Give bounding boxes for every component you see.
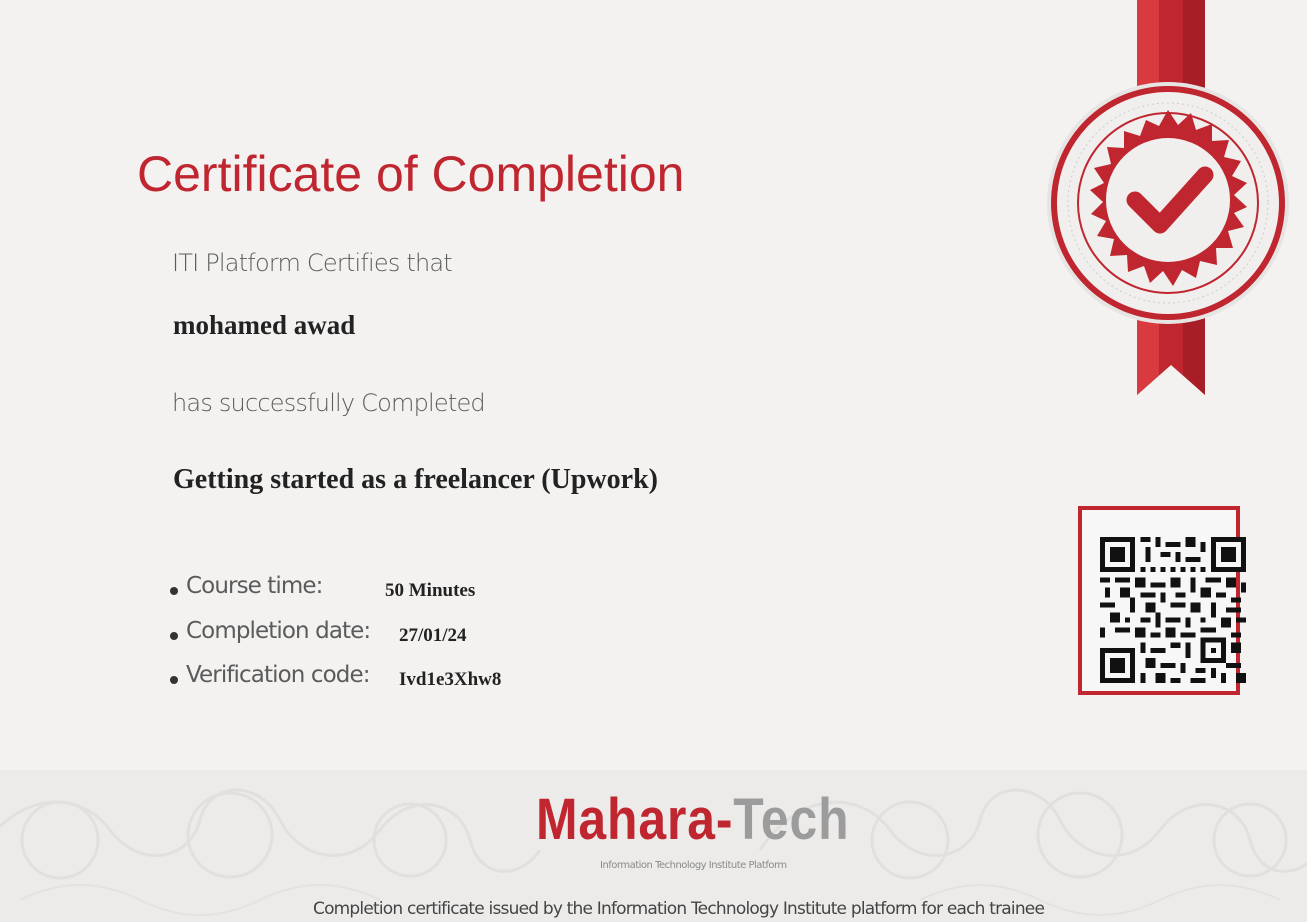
course-time-value: 50 Minutes <box>385 580 476 601</box>
logo-tech-text: Tech <box>733 787 850 852</box>
verification-code-value: Ivd1e3Xhw8 <box>399 669 502 690</box>
footer-note: Completion certificate issued by the Information Technology Institute platform for each trainee <box>313 899 1045 919</box>
logo-dash: - <box>715 787 734 852</box>
bullet-icon <box>170 632 178 640</box>
course-time-label: Course time: <box>186 573 323 599</box>
verification-code-label: Verification code: <box>186 662 370 688</box>
logo-mahara-text: Mahara <box>536 787 716 852</box>
bullet-icon <box>170 676 178 684</box>
completion-date-label: Completion date: <box>186 618 371 644</box>
completed-text: has successfully Completed <box>172 389 485 417</box>
bullet-icon <box>170 587 178 595</box>
qr-code-frame <box>1078 506 1240 695</box>
certifies-text: ITI Platform Certifies that <box>172 249 452 277</box>
qr-code-icon <box>1100 537 1246 683</box>
course-name: Getting started as a freelancer (Upwork) <box>173 464 658 495</box>
completion-date-value: 27/01/24 <box>399 625 467 646</box>
logo-subtitle: Information Technology Institute Platform <box>600 860 787 871</box>
mahara-tech-logo <box>536 788 849 852</box>
certificate-title: Certificate of Completion <box>137 146 685 202</box>
recipient-name: mohamed awad <box>173 310 356 340</box>
award-seal-check-icon <box>1040 0 1300 410</box>
